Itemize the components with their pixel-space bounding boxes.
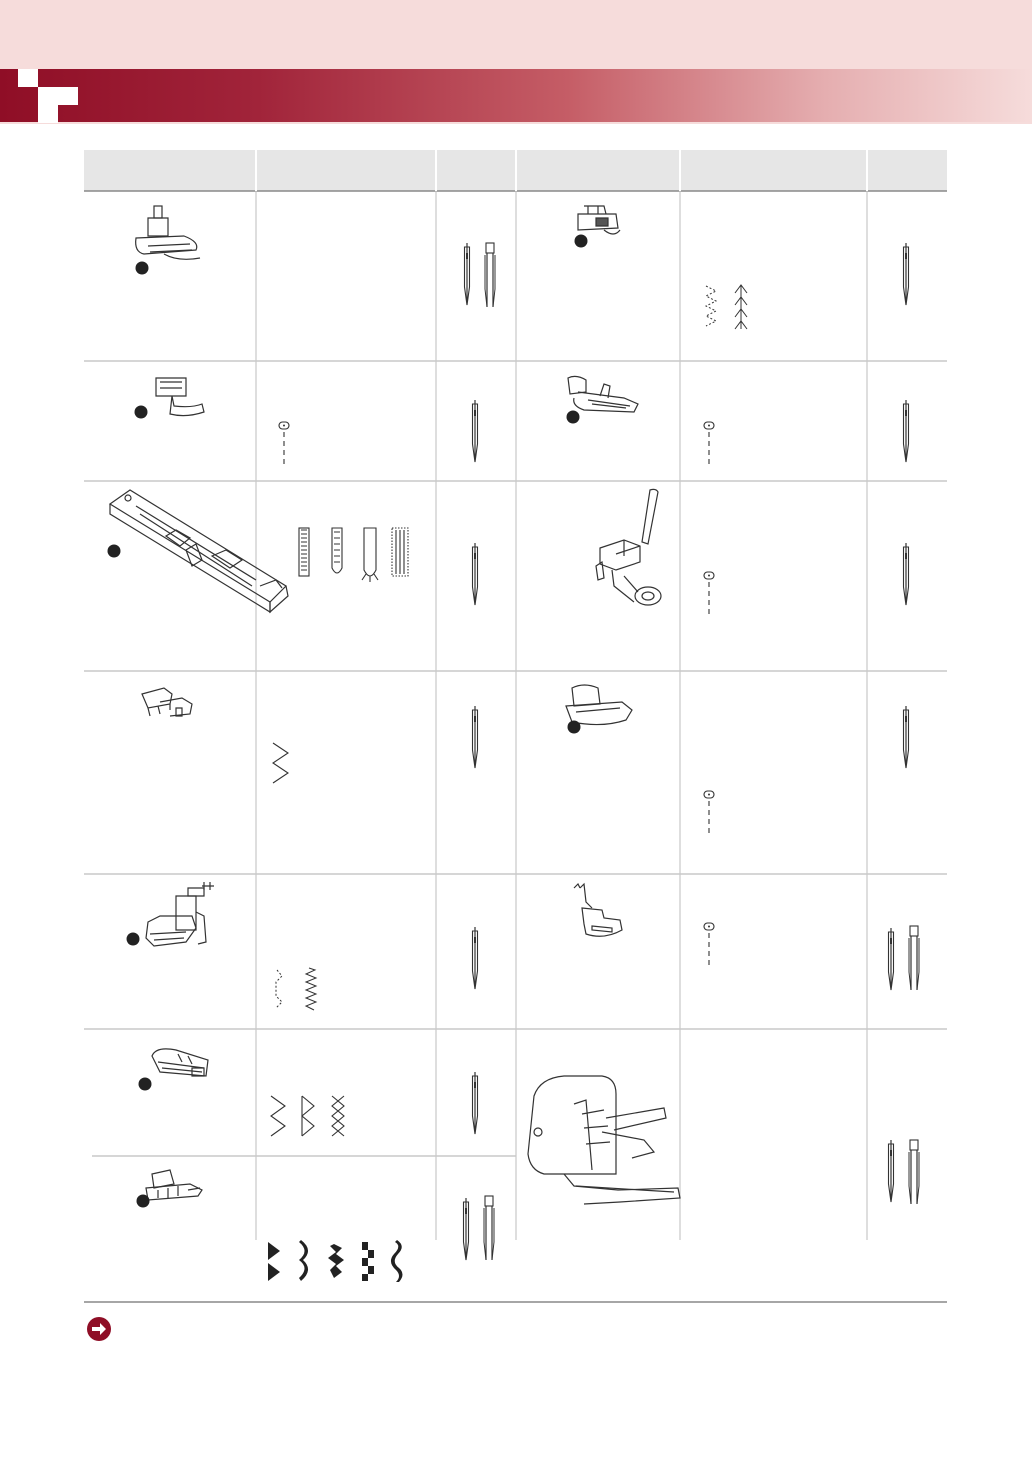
single-needle-icon xyxy=(473,400,478,462)
straight-stitch-icon xyxy=(704,923,714,969)
open-toe-foot-icon xyxy=(146,1170,202,1200)
single-needle-icon xyxy=(473,543,478,605)
single-and-twin-needle-icon xyxy=(464,1196,495,1260)
overcast-stitch-icon xyxy=(706,285,747,329)
quarter-inch-foot-icon xyxy=(566,685,632,725)
zigzag-stitch-icon xyxy=(273,743,288,783)
side-cutter-foot-icon xyxy=(146,882,214,946)
single-needle-icon xyxy=(473,927,478,989)
walking-foot-icon xyxy=(528,1076,680,1204)
side-cutter-stitches-icon xyxy=(276,968,316,1010)
single-and-twin-needle-icon xyxy=(465,243,496,307)
zigzag-foot-icon xyxy=(136,206,200,259)
button-fitting-foot-icon xyxy=(142,688,192,716)
darning-foot-icon xyxy=(596,489,661,605)
decorative-stitches-icon xyxy=(268,1240,403,1282)
single-needle-icon xyxy=(473,1072,478,1134)
single-and-twin-needle-icon xyxy=(889,926,920,990)
single-and-twin-needle-icon xyxy=(889,1140,920,1204)
satin-stitches-icon xyxy=(271,1096,344,1136)
single-needle-icon xyxy=(904,706,909,768)
straight-stitch-icon xyxy=(279,422,289,468)
straight-stitch-icon xyxy=(704,422,714,468)
chapter-mark-icon xyxy=(18,69,78,123)
zipper-foot-icon xyxy=(156,378,204,416)
single-needle-icon xyxy=(904,243,909,305)
straight-stitch-icon xyxy=(704,791,714,837)
monogram-foot-icon xyxy=(152,1049,208,1076)
chapter-banner xyxy=(0,69,1032,122)
straight-stitch-foot-icon xyxy=(574,884,622,936)
buttonhole-foot-icon xyxy=(110,490,288,612)
single-needle-icon xyxy=(904,400,909,462)
table-grid xyxy=(84,150,947,1320)
buttonhole-stitches-icon xyxy=(299,528,408,582)
straight-stitch-icon xyxy=(704,572,714,618)
blind-stitch-foot-icon xyxy=(568,376,638,412)
single-needle-icon xyxy=(473,706,478,768)
arrow-circle-icon xyxy=(86,1316,112,1342)
single-needle-icon xyxy=(904,543,909,605)
overcasting-foot-icon xyxy=(578,206,620,234)
